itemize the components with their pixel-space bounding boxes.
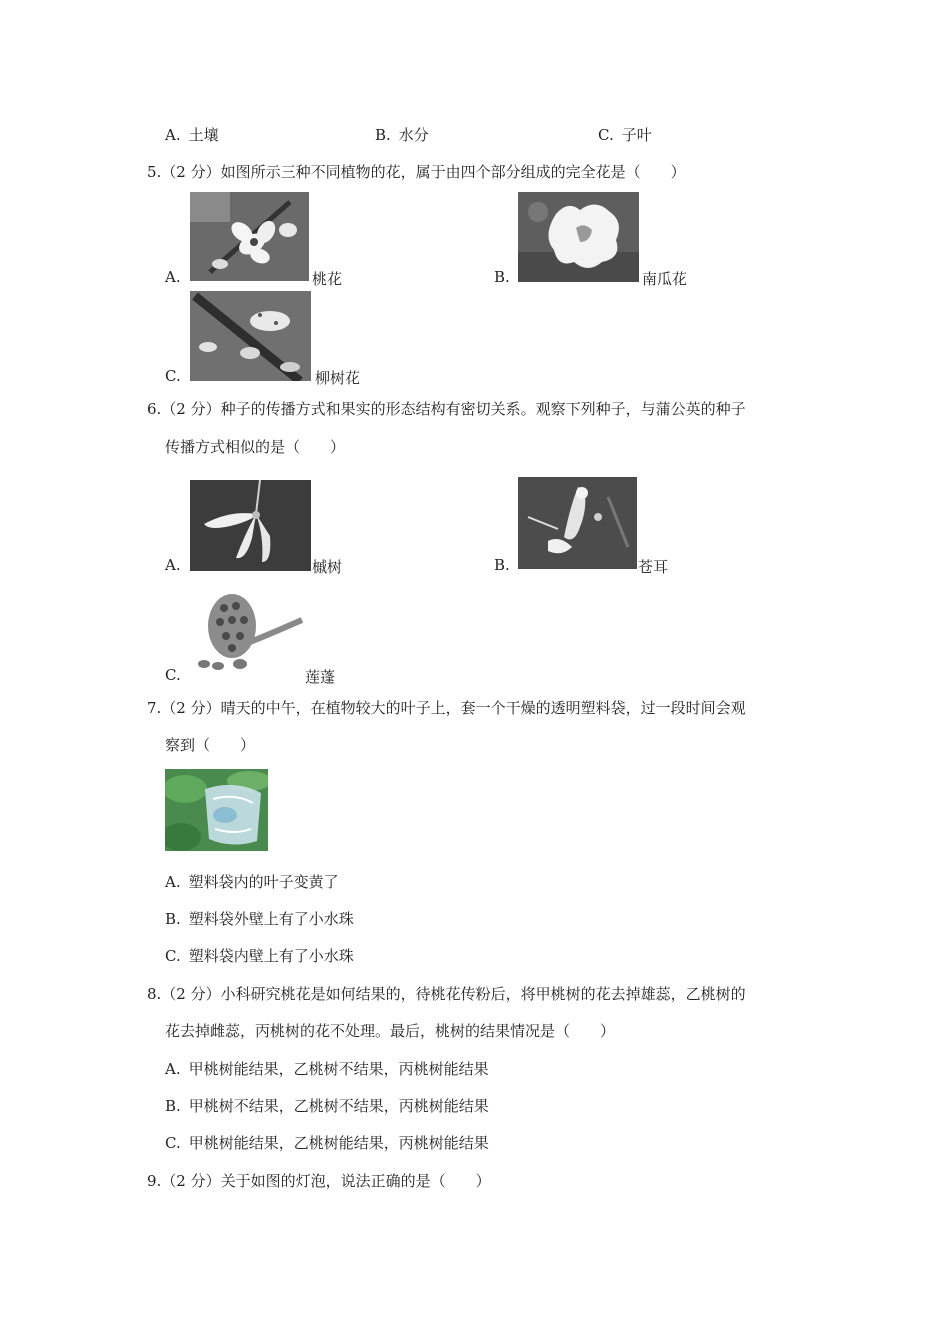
q6-stem-line1: 6.（2 分）种子的传播方式和果实的形态结构有密切关系。观察下列种子，与蒲公英的种子 (147, 400, 746, 418)
q5-option-b-letter: B. (494, 268, 510, 286)
q8-stem-line2: 花去掉雌蕊，丙桃树的花不处理。最后，桃树的结果情况是（ ） (165, 1022, 616, 1040)
peach-blossom-image (190, 192, 309, 281)
option-letter: B. (375, 126, 391, 144)
q7-option-c (165, 945, 354, 966)
option-letter: B. (165, 1097, 181, 1115)
q6-stem-line2: 传播方式相似的是（ ） (165, 438, 346, 456)
pumpkin-flower-image (518, 192, 639, 282)
q8-option-c (165, 1132, 489, 1153)
q5-option-c-letter: C. (165, 367, 181, 385)
option-text: 土壤 (188, 126, 219, 144)
option-text: 甲桃树不结果，乙桃树不结果，丙桃树能结果 (188, 1097, 489, 1115)
q6-option-a-caption: 槭树 (312, 558, 343, 576)
option-letter: A. (165, 1060, 181, 1078)
willow-flower-image (190, 291, 311, 381)
q5-option-a-caption: 桃花 (312, 270, 343, 288)
q4-option-b (375, 124, 429, 145)
q8-stem-line1: 8.（2 分）小科研究桃花是如何结果的，待桃花传粉后，将甲桃树的花去掉雄蕊，乙桃树的 (147, 985, 746, 1003)
option-text: 塑料袋内的叶子变黄了 (188, 873, 339, 891)
plastic-bag-leaf-image (165, 769, 268, 851)
maple-seed-image (190, 480, 311, 571)
q6-option-a-letter: A. (165, 556, 181, 574)
option-letter: C. (165, 947, 181, 965)
q8-option-a (165, 1058, 489, 1079)
cocklebur-image (518, 477, 637, 569)
q7-option-a (165, 871, 339, 892)
q6-option-b-caption: 苍耳 (638, 558, 669, 576)
q7-stem-line2: 察到（ ） (165, 736, 256, 754)
q5-option-a-letter: A. (165, 268, 181, 286)
q8-option-b (165, 1095, 489, 1116)
q6-option-c-caption: 莲蓬 (305, 668, 336, 686)
q4-option-c (598, 124, 652, 145)
q5-option-c-caption: 柳树花 (315, 369, 361, 387)
q6-option-c-letter: C. (165, 666, 181, 684)
q7-option-b (165, 908, 354, 929)
q4-option-a (165, 124, 219, 145)
option-text: 水分 (398, 126, 429, 144)
option-letter: A. (165, 873, 181, 891)
option-letter: A. (165, 126, 181, 144)
option-text: 甲桃树能结果，乙桃树不结果，丙桃树能结果 (188, 1060, 489, 1078)
q5-option-b-caption: 南瓜花 (642, 270, 688, 288)
q5-stem: 5.（2 分）如图所示三种不同植物的花，属于由四个部分组成的完全花是（ ） (147, 163, 686, 181)
option-letter: B. (165, 910, 181, 928)
q6-option-b-letter: B. (494, 556, 510, 574)
q7-stem-line1: 7.（2 分）晴天的中午，在植物较大的叶子上，套一个干燥的透明塑料袋，过一段时间会观 (147, 699, 746, 717)
option-letter: C. (165, 1134, 181, 1152)
option-text: 塑料袋内壁上有了小水珠 (188, 947, 354, 965)
q9-stem: 9.（2 分）关于如图的灯泡，说法正确的是（ ） (147, 1172, 491, 1190)
lotus-seedpod-image (190, 586, 308, 674)
option-text: 子叶 (621, 126, 652, 144)
option-letter: C. (598, 126, 614, 144)
option-text: 塑料袋外壁上有了小水珠 (188, 910, 354, 928)
option-text: 甲桃树能结果，乙桃树能结果，丙桃树能结果 (188, 1134, 489, 1152)
